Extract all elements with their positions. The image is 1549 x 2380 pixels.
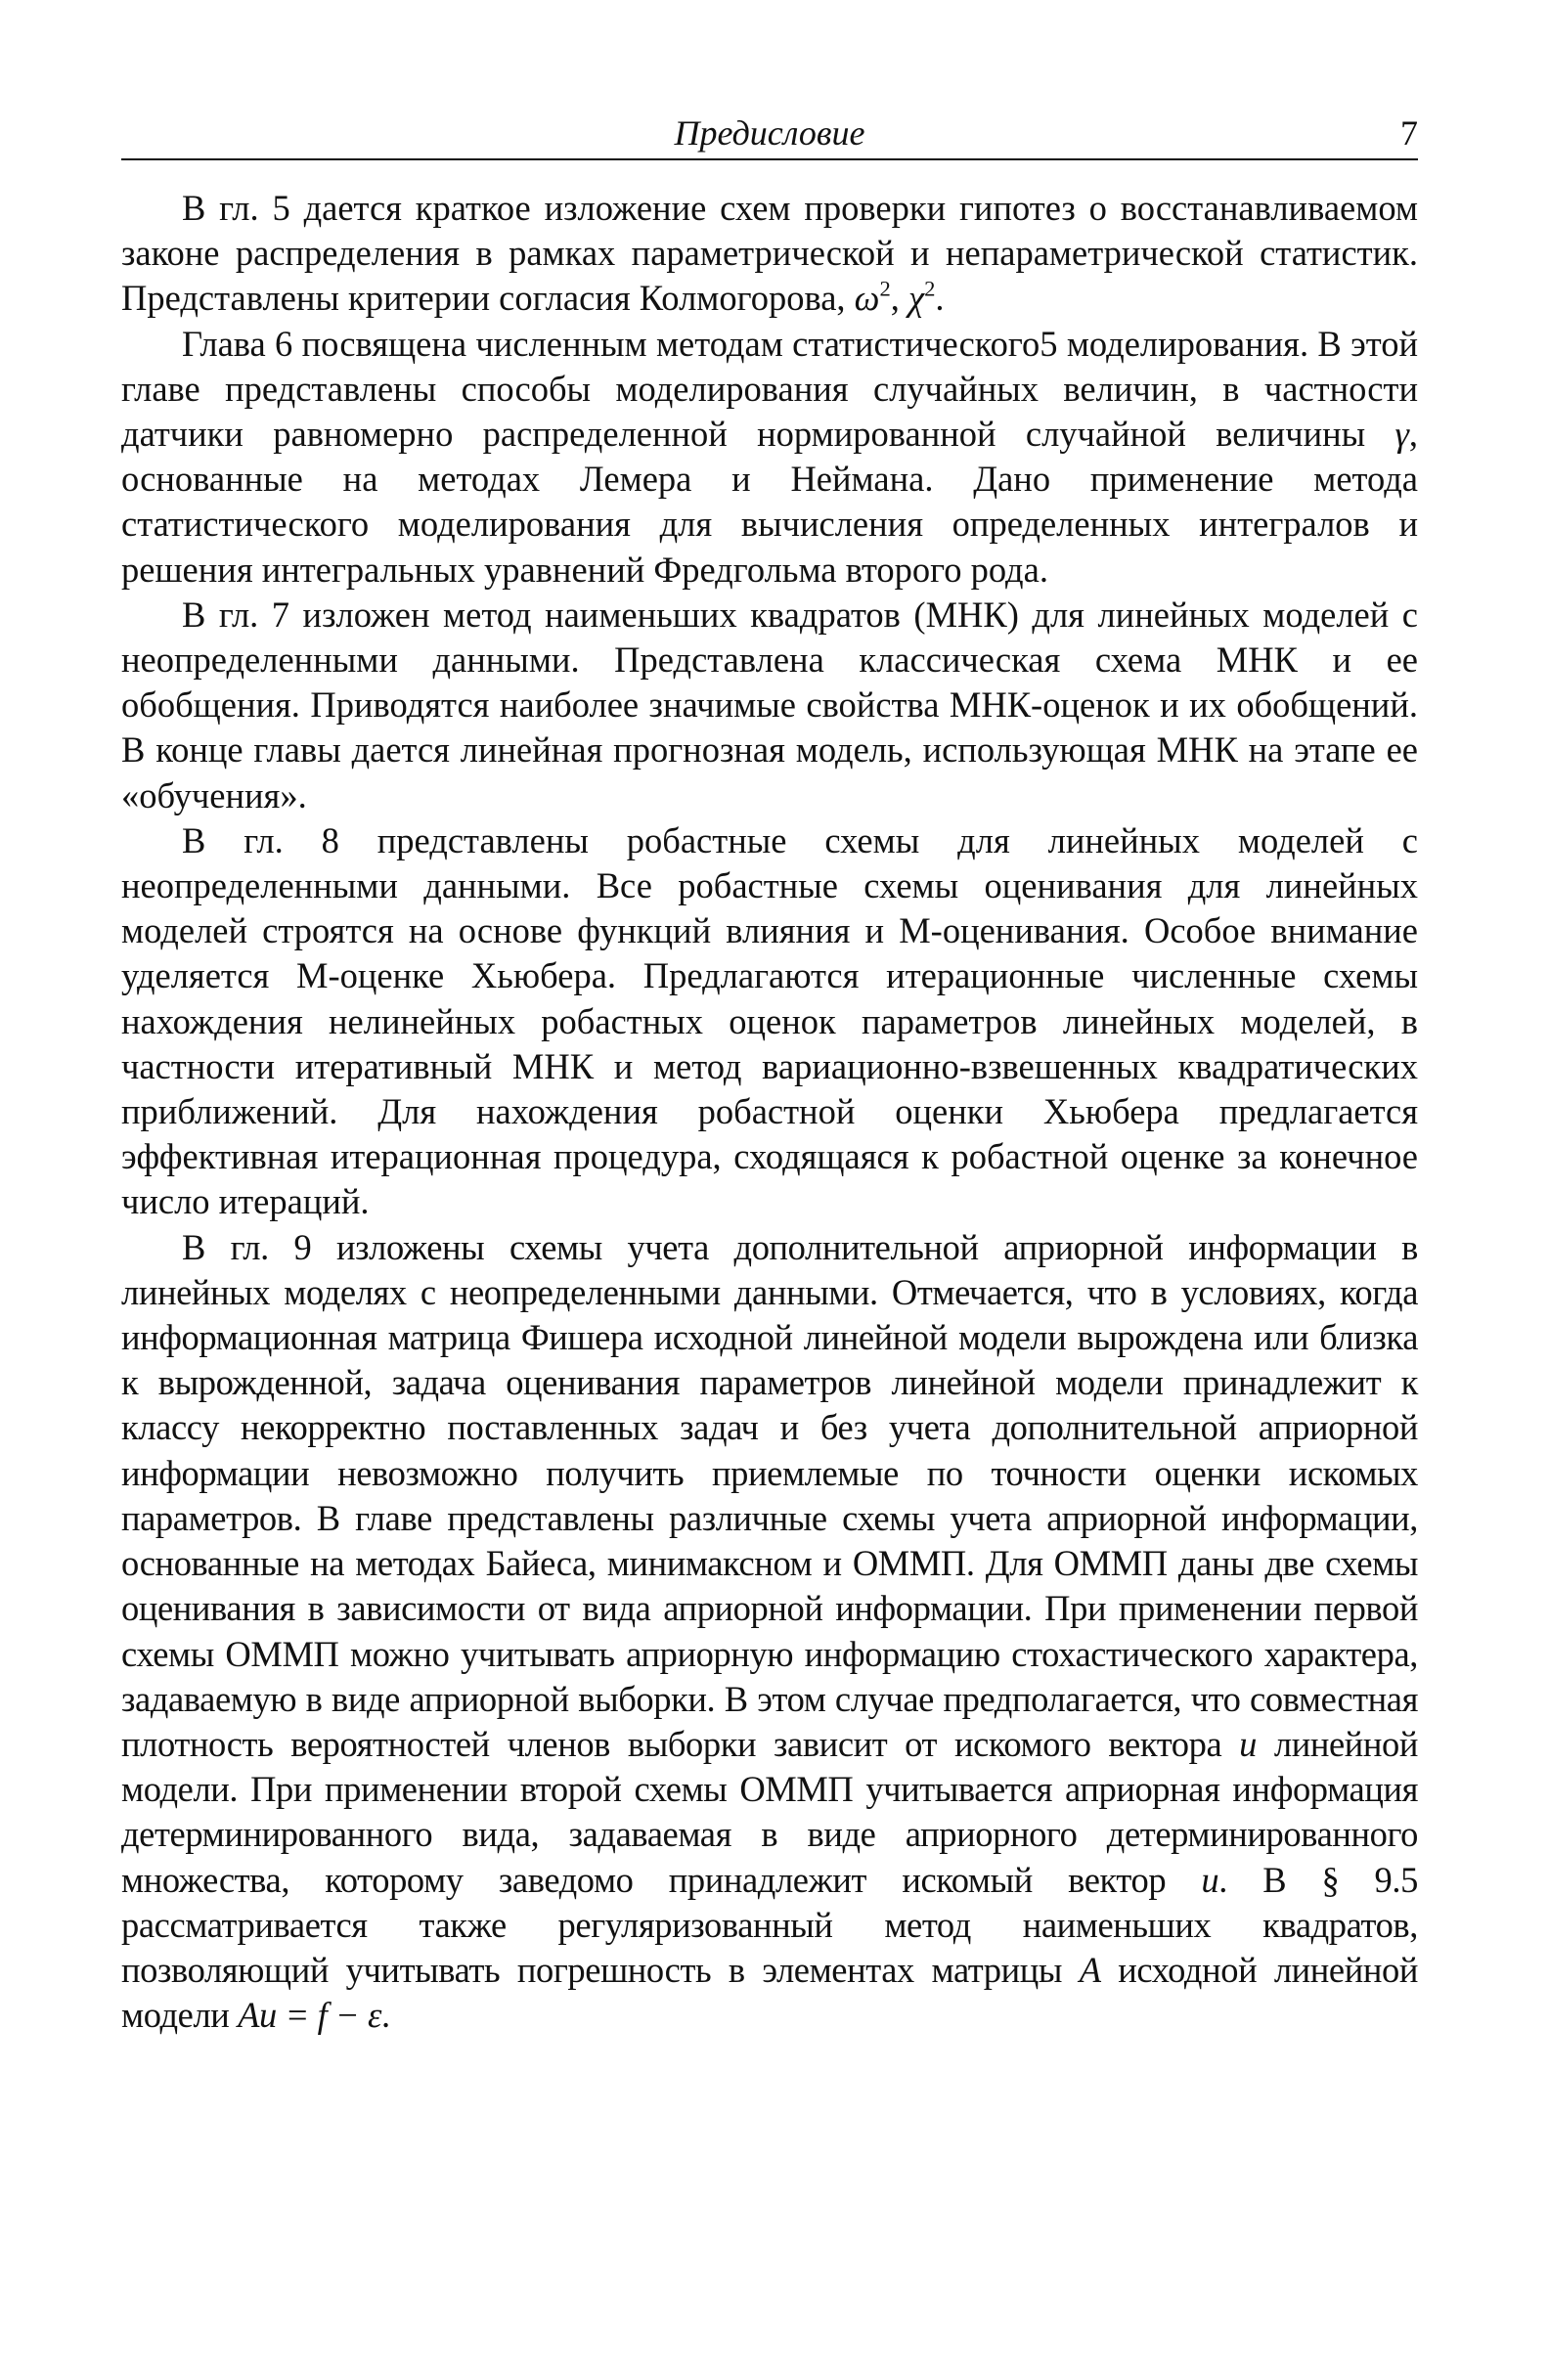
body-text <box>121 186 1418 2038</box>
superscript: 2 <box>924 276 936 301</box>
paragraph-text: , основанные на методах Лемера и Неймана. Дано применение метода статистического моделирования для вычисления определенных интегралов и решения интегральных уравнений Фредгольма второго рода. <box>121 414 1418 590</box>
paragraph-text: исходной линейной модели <box>121 1949 1418 2036</box>
chi-symbol: χ <box>908 278 925 319</box>
separator: , <box>890 278 909 319</box>
paragraph-text: В гл. 7 изложен метод наименьших квадратов (МНК) для линейных моделей с неопределенными данными. Представлена классическая схема МНК и ее обобщения. Приводятся наиболее значимые свойства МНК-оценок и их обобщений. В конце главы дается линейная прогнозная модель, использующая МНК на этапе ее «обучения». <box>121 594 1418 815</box>
gamma-symbol: γ <box>1394 414 1409 455</box>
period: . <box>380 1995 390 2036</box>
omega-symbol: ω <box>854 278 880 319</box>
paragraph-chapter-5 <box>121 186 1418 322</box>
paragraph-chapter-9 <box>121 1225 1418 2039</box>
matrix-a-symbol: A <box>1079 1949 1101 1990</box>
superscript: 2 <box>879 276 891 301</box>
vector-u-symbol: u <box>1239 1723 1258 1764</box>
paragraph-text: В гл. 5 дается краткое изложение схем проверки гипотез о восстанавливаемом законе распределения в рамках параметрической и непараметрической статистик. Представлены критерии согласия Колмогорова, <box>121 188 1418 319</box>
paragraph-text: линейной модели. При применении второй схемы ОММП учитывается априорная информация детерминированного вида, задаваемая в виде априорного детерминированного множества, которому заведомо принадлежит искомый вектор <box>121 1723 1419 1900</box>
page-number: 7 <box>1400 113 1418 153</box>
paragraph-chapter-6 <box>121 322 1418 593</box>
model-equation: Au = f − ε <box>238 1995 381 2036</box>
vector-u-symbol: u <box>1201 1859 1219 1900</box>
period: . <box>935 278 945 319</box>
paragraph-chapter-7 <box>121 593 1418 818</box>
paragraph-chapter-8 <box>121 818 1418 1225</box>
running-title: Предисловие <box>674 113 865 153</box>
paragraph-text: Глава 6 посвящена численным методам статистического5 моделирования. В этой главе представлены способы моделирования случайных величин, в частности датчики равномерно распределенной нормированной случайной величины <box>121 323 1418 455</box>
paragraph-text: В гл. 8 представлены робастные схемы для линейных моделей с неопределенными данными. Все робастные схемы оценивания для линейных моделей строятся на основе функций влияния и М-оценивания. Особое внимание уделяется М-оценке Хьюбера. Предлагаются итерационные численные схемы нахождения нелинейных робастных оценок параметров линейных моделей, в частности итеративный МНК и метод вариационно-взвешенных квадратических приближений. Для нахождения робастной оценки Хьюбера предлагается эффективная итерационная процедура, сходящаяся к робастной оценке за конечное число итераций. <box>121 819 1418 1222</box>
running-head <box>121 110 1418 160</box>
paragraph-text: . В § 9.5 рассматривается также регуляризованный метод наименьших квадратов, позволяющий учитывать погрешность в элементах матрицы <box>121 1859 1418 1990</box>
paragraph-text: В гл. 9 изложены схемы учета дополнительной априорной информации в линейных моделях с неопределенными данными. Отмечается, что в условиях, когда информационная матрица Фишера исходной линейной модели вырождена или близка к вырожденной, задача оценивания параметров линейной модели принадлежит к классу некорректно поставленных задач и без учета дополнительной априорной информации невозможно получить приемлемые по точности оценки искомых параметров. В главе представлены различные схемы учета априорной информации, основанные на методах Байеса, минимаксном и ОММП. Для ОММП даны две схемы оценивания в зависимости от вида априорной информации. При применении первой схемы ОММП можно учитывать априорную информацию стохастического характера, задаваемую в виде априорной выборки. В этом случае предполагается, что совместная плотность вероятностей членов выборки зависит от искомого вектора <box>121 1226 1418 1764</box>
book-page <box>121 110 1418 2038</box>
